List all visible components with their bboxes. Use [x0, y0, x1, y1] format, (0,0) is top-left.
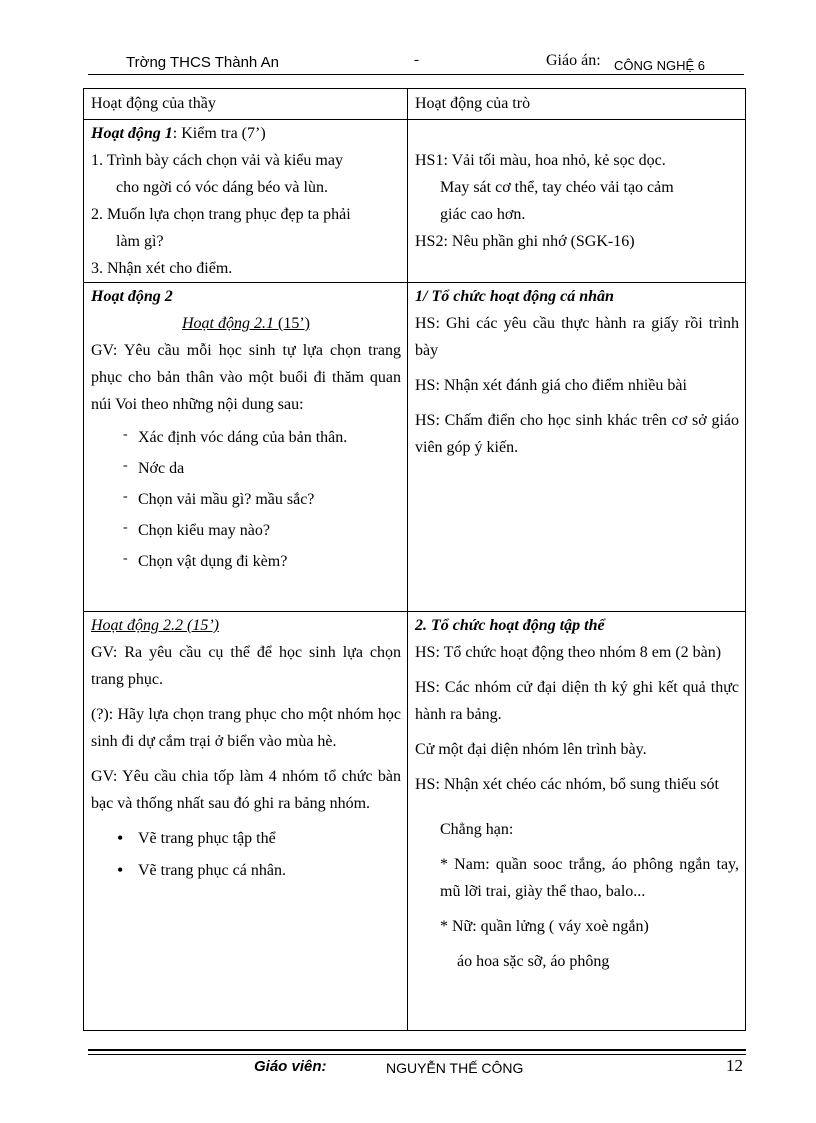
list-item-text: Vẽ trang phục tập thể: [138, 830, 276, 847]
teacher-cell-1: [84, 120, 408, 283]
activity-1-title: [91, 120, 401, 147]
answer-hs1: HS1: Vải tối màu, hoa nhỏ, kẻ sọc dọc.: [415, 152, 666, 169]
question-2: 2. Muốn lựa chọn trang phục đẹp ta phải: [91, 206, 351, 223]
table-row-activity-2-2: [84, 612, 746, 1031]
dash-marker: -: [123, 458, 128, 473]
activity-1-desc: : Kiểm tra (7’): [172, 125, 266, 142]
col-teacher-header: Hoạt động của thầy: [84, 89, 408, 120]
dash-marker: -: [123, 520, 128, 535]
page-number: 12: [726, 1056, 743, 1075]
example-boys: * Nam: quần sooc trắng, áo phông ngắn tay, mũ lỡi trai, giày thể thao, balo...: [440, 856, 739, 900]
activity-2-title: Hoạt động 2: [91, 288, 173, 305]
lesson-subject: CÔNG NGHỆ 6: [614, 58, 706, 73]
list-item: [91, 486, 401, 513]
list-item-text: Chọn kiểu may nào?: [138, 522, 270, 539]
hs-note-3: HS: Chấm điển cho học sinh khác trên cơ sở giáo viên góp ý kiến.: [415, 412, 739, 456]
gv-instruction-2-2: GV: Ra yêu cầu cụ thể để học sinh lựa chọn trang phục.: [91, 644, 401, 688]
header-separator: -: [414, 52, 419, 68]
question-1-cont: cho ngời có vóc dáng béo và lùn.: [116, 179, 328, 196]
example-label: Chẳng hạn:: [440, 821, 514, 838]
answer-hs1-cont2: giác cao hơn.: [440, 206, 526, 223]
list-item: [91, 548, 401, 575]
lesson-plan-table: [83, 88, 746, 1031]
question-prompt: (?): Hãy lựa chọn trang phục cho một nhóm học sinh đi dự cắm trại ở biển vào mùa hè.: [91, 706, 401, 750]
col-student-header: Hoạt động của trò: [408, 89, 746, 120]
hs-note-1: HS: Ghi các yêu cầu thực hành ra giấy rồi trình bày: [415, 315, 739, 359]
hs-group-note-2: HS: Các nhóm cử đại diện th ký ghi kết quả thực hành ra bảng.: [415, 679, 739, 723]
list-item-text: Xác định vóc dáng của bản thân.: [138, 429, 348, 446]
individual-activity-title: 1/ Tổ chức hoạt động cá nhân: [415, 288, 614, 305]
gv-group-instruction: GV: Yêu cầu chia tốp làm 4 nhóm tổ chức bàn bạc và thống nhất sau đó ghi ra bảng nhóm.: [91, 768, 401, 812]
teacher-cell-2: [84, 283, 408, 612]
gv-instruction-2-1: GV: Yêu cầu mỗi học sinh tự lựa chọn trang phục cho bản thân vào một buổi đi thăm quan núi Voi theo những nội dung sau:: [91, 342, 401, 413]
dash-marker: -: [123, 489, 128, 504]
question-2-cont: làm gì?: [116, 233, 164, 250]
list-item-text: Chọn vật dụng đi kèm?: [138, 553, 288, 570]
footer-rule-thin: [88, 1054, 746, 1055]
activity-2-1-title: [91, 310, 401, 337]
page-header: [88, 52, 744, 75]
list-item: [91, 455, 401, 482]
teacher-label: Giáo viên:: [254, 1058, 327, 1075]
dash-marker: -: [123, 551, 128, 566]
teacher-cell-3: [84, 612, 408, 1031]
content-list: [91, 424, 401, 575]
hs-group-note-4: HS: Nhận xét chéo các nhóm, bổ sung thiếu sót: [415, 776, 719, 793]
hs-group-note-1: HS: Tổ chức hoạt động theo nhóm 8 em (2 bàn): [415, 644, 722, 661]
answer-hs2: HS2: Nêu phần ghi nhớ (SGK-16): [415, 233, 635, 250]
dash-marker: -: [123, 427, 128, 442]
school-name: Trờng THCS Thành An: [126, 54, 279, 71]
bullet-marker: •: [117, 828, 124, 848]
list-item: [91, 517, 401, 544]
hs-note-2: HS: Nhận xét đánh giá cho điểm nhiều bài: [415, 377, 687, 394]
student-cell-3: [408, 612, 746, 1031]
example-girls-cont: áo hoa sặc sỡ, áo phông: [457, 953, 610, 970]
hs-group-note-3: Cử một đại diện nhóm lên trình bày.: [415, 741, 647, 758]
bullet-marker: •: [117, 860, 124, 880]
instruction-3: 3. Nhận xét cho điểm.: [91, 260, 233, 277]
list-item-text: Chọn vải mầu gì? mầu sắc?: [138, 491, 315, 508]
table-header-row: [84, 89, 746, 120]
teacher-name: NGUYỄN THẾ CÔNG: [386, 1060, 524, 1076]
activity-2-2-title: Hoạt động 2.2 (15’): [91, 617, 219, 634]
list-item: [91, 825, 401, 852]
list-item: [91, 857, 401, 884]
list-item-text: Vẽ trang phục cá nhân.: [138, 862, 286, 879]
group-activity-title: 2. Tổ chức hoạt động tập thể: [415, 617, 605, 634]
lesson-label: Giáo án:: [546, 52, 601, 69]
example-girls: * Nữ: quần lửng ( váy xoè ngắn): [440, 918, 649, 935]
bullet-list: [91, 825, 401, 884]
table-row-activity-2-1: [84, 283, 746, 612]
list-item-text: Nớc da: [138, 460, 185, 477]
student-cell-1: [408, 120, 746, 283]
activity-2-1-time: (15’): [274, 315, 310, 332]
list-item: [91, 424, 401, 451]
footer-rule-thick: [88, 1049, 746, 1051]
table-row-activity-1: [84, 120, 746, 283]
activity-2-1-label: Hoạt động 2.1: [182, 315, 274, 332]
answer-hs1-cont: May sát cơ thể, tay chéo vải tạo cảm: [440, 179, 674, 196]
student-cell-2: [408, 283, 746, 612]
activity-1-label: Hoạt động 1: [91, 125, 173, 142]
question-1: 1. Trình bày cách chọn vải và kiểu may: [91, 152, 343, 169]
